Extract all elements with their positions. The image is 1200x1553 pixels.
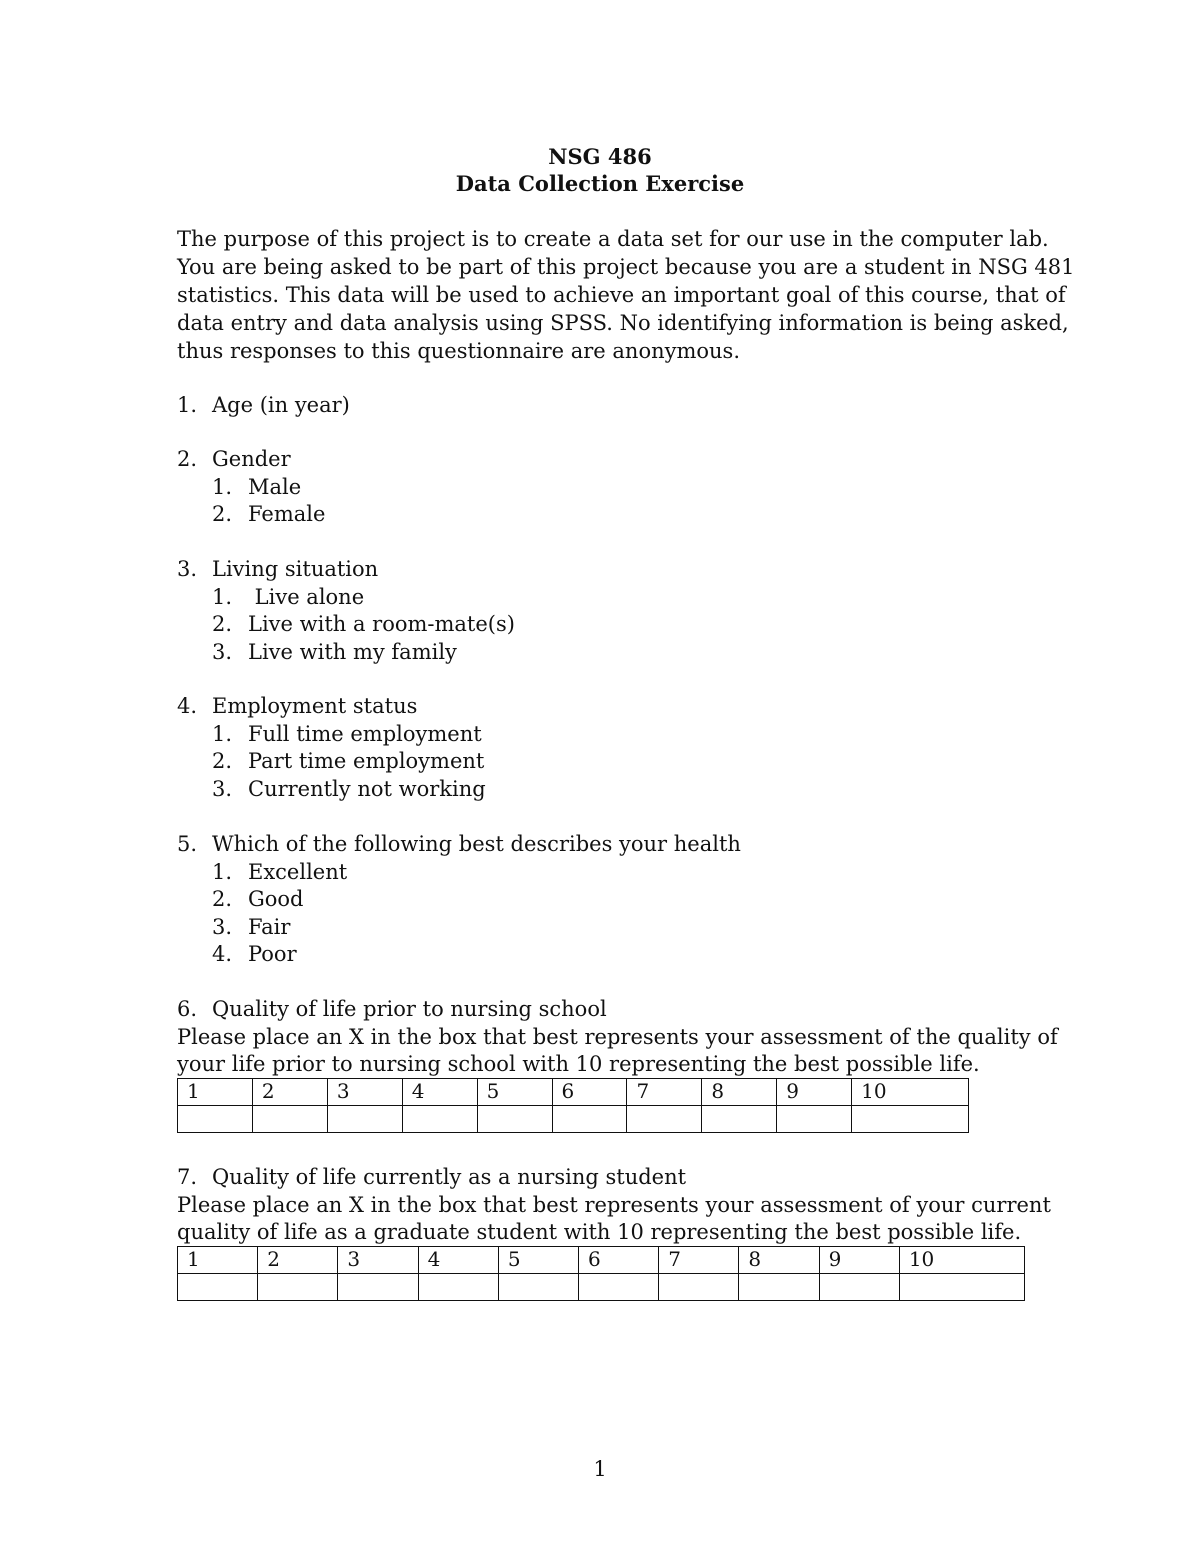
option-item (177, 776, 486, 804)
answer-box[interactable] (852, 1106, 969, 1133)
intro-line: data entry and data analysis using SPSS. No identifying information is being asked, (177, 311, 1069, 335)
page-number: 1 (593, 1457, 607, 1481)
question-text: Quality of life prior to nursing school (212, 997, 607, 1021)
answer-box[interactable] (327, 1106, 402, 1133)
answer-box[interactable] (418, 1274, 498, 1301)
question-text: Employment status (212, 694, 418, 718)
scale-label: 10 (852, 1079, 969, 1106)
option-item (177, 886, 741, 914)
answer-box[interactable] (659, 1274, 739, 1301)
answer-box[interactable] (252, 1106, 327, 1133)
option-number: 3. (212, 914, 233, 939)
option-number: 1. (212, 474, 233, 499)
question-number: 7. (177, 1165, 198, 1189)
scale-label: 3 (327, 1079, 402, 1106)
question-living-situation (177, 556, 515, 666)
scale-label: 4 (418, 1247, 498, 1274)
intro-line: The purpose of this project is to create a data set for our use in the computer lab. (177, 227, 1049, 251)
option-text: Live with a room-mate(s) (248, 612, 515, 636)
option-item (177, 501, 325, 529)
scale-label: 2 (258, 1247, 338, 1274)
answer-box[interactable] (498, 1274, 578, 1301)
option-number: 1. (212, 859, 233, 884)
question-number: 4. (177, 694, 198, 718)
rating-answer-row (178, 1106, 969, 1133)
answer-box[interactable] (777, 1106, 852, 1133)
option-item (177, 914, 741, 942)
document-title: Data Collection Exercise (455, 171, 745, 196)
option-item (177, 584, 515, 612)
scale-label: 9 (819, 1247, 899, 1274)
option-text: Poor (248, 942, 297, 966)
scale-label: 6 (552, 1079, 627, 1106)
option-number: 4. (212, 942, 233, 966)
question-text: Living situation (212, 557, 379, 581)
question-qol-current (177, 1164, 1051, 1247)
scale-label: 1 (178, 1247, 258, 1274)
instruction-line: Please place an X in the box that best represents your assessment of your current (177, 1192, 1051, 1217)
rating-scale-row (178, 1247, 1025, 1274)
intro-paragraph (177, 225, 1075, 365)
question-qol-prior (177, 996, 1058, 1079)
rating-table-prior (177, 1078, 969, 1133)
intro-line: thus responses to this questionnaire are anonymous. (177, 339, 741, 363)
question-text: Gender (212, 447, 291, 471)
option-number: 3. (212, 776, 233, 801)
scale-label: 10 (899, 1247, 1024, 1274)
scale-label: 8 (702, 1079, 777, 1106)
scale-label: 1 (178, 1079, 253, 1106)
scale-label: 5 (477, 1079, 552, 1106)
scale-label: 6 (579, 1247, 659, 1274)
scale-label: 4 (402, 1079, 477, 1106)
rating-table-current (177, 1246, 1025, 1301)
option-number: 1. (212, 584, 233, 609)
option-item (177, 474, 325, 502)
question-text: Which of the following best describes your health (212, 832, 741, 856)
option-number: 3. (212, 639, 233, 664)
instruction-line: Please place an X in the box that best represents your assessment of the quality of (177, 1024, 1058, 1049)
scale-label: 7 (627, 1079, 702, 1106)
option-text: Live alone (248, 584, 365, 609)
option-text: Excellent (248, 859, 348, 884)
question-number: 1. (177, 393, 198, 417)
answer-box[interactable] (739, 1274, 819, 1301)
question-employment-status (177, 693, 486, 803)
option-text: Fair (248, 914, 291, 939)
option-item (177, 941, 741, 969)
rating-scale-row (178, 1079, 969, 1106)
answer-box[interactable] (338, 1274, 418, 1301)
question-number: 2. (177, 447, 198, 471)
option-item (177, 611, 515, 639)
answer-box[interactable] (477, 1106, 552, 1133)
answer-box[interactable] (819, 1274, 899, 1301)
answer-box[interactable] (178, 1106, 253, 1133)
scale-label: 7 (659, 1247, 739, 1274)
question-text: Age (in year) (212, 393, 350, 417)
answer-box[interactable] (178, 1274, 258, 1301)
instruction-line: your life prior to nursing school with 10 representing the best possible life. (177, 1052, 980, 1076)
intro-line: statistics. This data will be used to achieve an important goal of this course, that of (177, 283, 1066, 307)
course-code: NSG 486 (548, 144, 652, 169)
option-text: Good (248, 887, 304, 911)
option-number: 2. (212, 502, 233, 526)
option-number: 2. (212, 887, 233, 911)
question-number: 3. (177, 557, 198, 581)
option-item (177, 859, 741, 887)
scale-label: 9 (777, 1079, 852, 1106)
option-item (177, 721, 486, 749)
title-block (0, 143, 1200, 197)
answer-box[interactable] (552, 1106, 627, 1133)
option-text: Female (248, 502, 326, 526)
option-text: Part time employment (248, 749, 485, 773)
option-text: Male (248, 474, 302, 499)
option-item (177, 748, 486, 776)
answer-box[interactable] (258, 1274, 338, 1301)
answer-box[interactable] (899, 1274, 1024, 1301)
scale-label: 2 (252, 1079, 327, 1106)
rating-answer-row (178, 1274, 1025, 1301)
answer-box[interactable] (579, 1274, 659, 1301)
question-number: 5. (177, 832, 198, 856)
question-gender (177, 446, 325, 529)
option-number: 1. (212, 721, 233, 746)
question-health (177, 831, 741, 969)
option-item (177, 639, 515, 667)
scale-label: 8 (739, 1247, 819, 1274)
question-number: 6. (177, 997, 198, 1021)
option-number: 2. (212, 612, 233, 636)
scale-label: 3 (338, 1247, 418, 1274)
option-text: Full time employment (248, 721, 482, 746)
option-number: 2. (212, 749, 233, 773)
option-text: Currently not working (248, 776, 486, 801)
answer-box[interactable] (402, 1106, 477, 1133)
intro-line: You are being asked to be part of this project because you are a student in NSG 481 (177, 255, 1075, 279)
scale-label: 5 (498, 1247, 578, 1274)
answer-box[interactable] (702, 1106, 777, 1133)
question-text: Quality of life currently as a nursing student (212, 1165, 687, 1189)
answer-box[interactable] (627, 1106, 702, 1133)
instruction-line: quality of life as a graduate student with 10 representing the best possible life. (177, 1220, 1022, 1244)
option-text: Live with my family (248, 639, 457, 664)
question-age (177, 392, 350, 420)
